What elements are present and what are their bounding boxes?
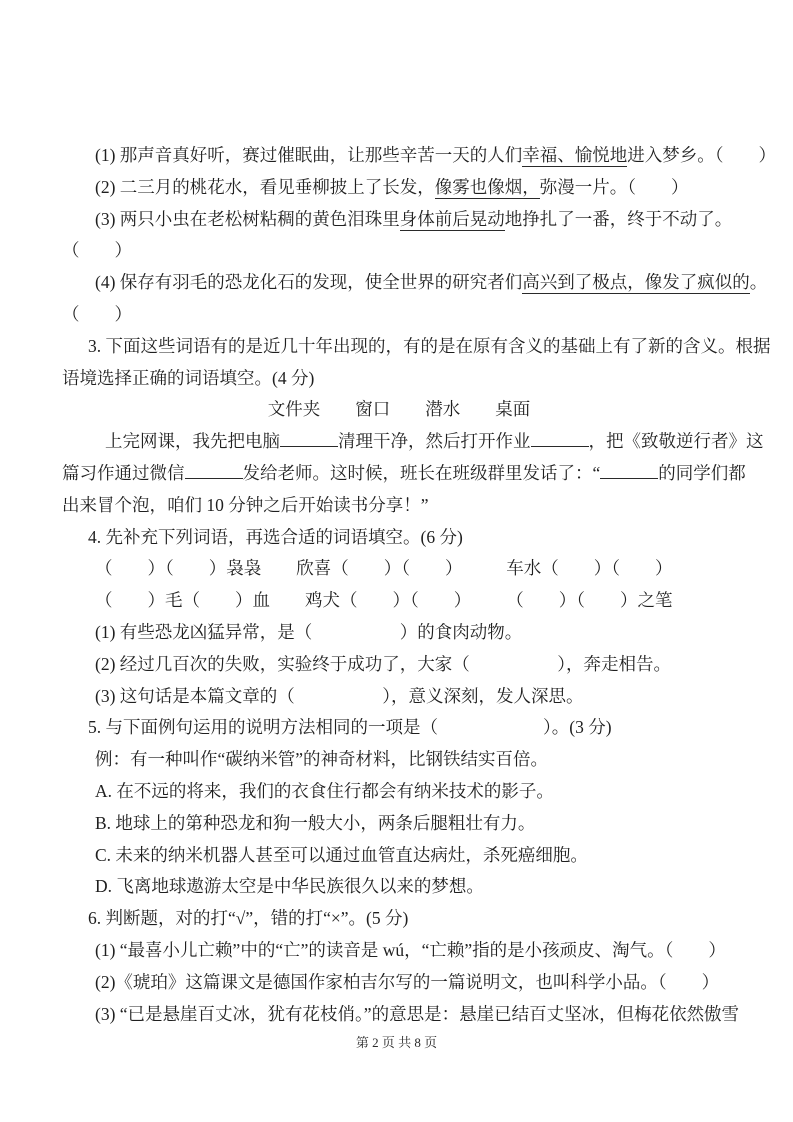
underlined-text: 身体前后晃动 [399, 208, 505, 229]
text-segment: 清理干净，然后打开作业 [338, 431, 531, 452]
text-segment: 的同学们都 [658, 462, 746, 483]
text-segment: 弥漫一片。（ ） [539, 176, 689, 197]
text-segment: A. 在不远的将来，我们的衣食住行都会有纳米技术的影子。 [95, 780, 554, 801]
q2-item-1 [62, 140, 777, 172]
text-segment: (1) 有些恐龙凶猛异常，是（ ）的食肉动物。 [95, 621, 523, 642]
q2-item-4-answer-brackets [62, 299, 736, 331]
q4-idiom-row-2 [62, 585, 736, 617]
text-segment: (2)《琥珀》这篇课文是德国作家柏吉尔写的一篇说明文，也叫科学小品。（ ） [95, 971, 720, 992]
text-segment: 例：有一种叫作“碳纳米管”的神奇材料，比钢铁结实百倍。 [95, 749, 549, 770]
q6-item-2 [62, 967, 736, 999]
text-segment: (3) “已是悬崖百丈冰，犹有花枝俏。”的意思是：悬崖已结百丈坚冰，但梅花依然傲雪 [95, 1003, 740, 1024]
q4-stem [62, 522, 736, 554]
text-segment: (1) “最喜小儿亡赖”中的“亡”的读音是 wú，“亡赖”指的是小孩顽皮、淘气。（ ） [95, 939, 726, 960]
fill-in-blank [531, 428, 589, 447]
text-segment: 地挣扎了一番，终于不动了。 [504, 208, 733, 229]
q3-passage-line-3 [62, 490, 736, 522]
q5-example [62, 744, 736, 776]
text-segment: D. 飞离地球遨游太空是中华民族很久以来的梦想。 [95, 876, 484, 897]
underlined-text: 高兴到了极点，像发了疯似的 [522, 272, 750, 293]
text-segment: (2) 经过几百次的失败，实验终于成功了，大家（ ），奔走相告。 [95, 653, 672, 674]
text-segment: B. 地球上的第种恐龙和狗一般大小，两条后腿粗壮有力。 [95, 812, 536, 833]
text-segment: 上完网课，我先把电脑 [105, 431, 280, 452]
text-segment: (2) 二三月的桃花水，看见垂柳披上了长发， [95, 176, 435, 197]
q6-item-3 [62, 999, 740, 1031]
text-segment: C. 未来的纳米机器人甚至可以通过血管直达病灶，杀死癌细胞。 [95, 844, 588, 865]
text-segment: （ ）毛（ ）血 鸡犬（ ）（ ） （ ）（ ）之笔 [95, 590, 673, 611]
text-segment: 篇习作通过微信 [62, 462, 185, 483]
text-segment: 出来冒个泡，咱们 10 分钟之后开始读书分享！” [62, 494, 429, 515]
q2-item-2 [62, 172, 736, 204]
q3-stem-line-1 [62, 331, 771, 363]
q2-item-3-answer-brackets [62, 235, 736, 267]
fill-in-blank [280, 428, 338, 447]
text-segment: （ ） [62, 240, 132, 261]
text-segment: (3) 这句话是本篇文章的（ ），意义深刻，发人深思。 [95, 685, 584, 706]
q3-word-bank [62, 394, 736, 426]
text-segment: 4. 先补充下列词语，再选合适的词语填空。(6 分) [88, 526, 463, 547]
q4-item-1 [62, 617, 736, 649]
text-segment: 5. 与下面例句运用的说明方法相同的一项是（ ）。(3 分) [88, 717, 612, 738]
q5-stem [62, 712, 736, 744]
fill-in-blank [600, 460, 658, 479]
underlined-text: 像雾也像烟， [434, 176, 540, 197]
page-footer: 第 2 页 共 8 页 [355, 1035, 438, 1050]
text-segment: （ ）（ ）袅袅 欣喜（ ）（ ） 车水（ ）（ ） [95, 558, 673, 579]
text-segment: 进入梦乡。（ ） [627, 145, 777, 165]
q5-option-d [62, 871, 736, 903]
q6-stem [62, 903, 736, 935]
text-segment: 语境选择正确的词语填空。(4 分) [62, 367, 315, 388]
q4-item-2 [62, 649, 736, 681]
text-segment: ，把《致敬逆行者》这 [588, 431, 764, 452]
q4-idiom-row-1 [62, 553, 736, 585]
text-segment: (1) 那声音真好听，赛过催眠曲，让那些辛苦一天的人们 [95, 145, 523, 165]
text-segment: 。 [749, 272, 768, 293]
text-segment: 6. 判断题，对的打“√”，错的打“×”。(5 分) [88, 908, 409, 929]
q3-stem-line-2 [62, 363, 736, 395]
text-segment: 发给老师。这时候，班长在班级群里发话了：“ [242, 462, 601, 483]
q3-passage-line-2 [62, 458, 746, 490]
q2-item-3 [62, 204, 736, 236]
text-segment: (4) 保存有羽毛的恐龙化石的发现，使全世界的研究者们 [95, 272, 523, 293]
text-segment: 文件夹 窗口 潜水 桌面 [267, 399, 531, 420]
exam-content [62, 140, 777, 1030]
q2-item-4 [62, 267, 768, 299]
text-segment: (3) 两只小虫在老松树粘稠的黄色泪珠里 [95, 208, 400, 229]
q5-option-b [62, 808, 736, 840]
q4-item-3 [62, 681, 736, 713]
text-segment: 3. 下面这些词语有的是近几十年出现的，有的是在原有含义的基础上有了新的含义。根据 [88, 335, 771, 356]
underlined-text: 幸福、愉悦地 [522, 145, 628, 165]
q5-option-c [62, 840, 736, 872]
q5-option-a [62, 776, 736, 808]
q6-item-1 [62, 935, 736, 967]
fill-in-blank [185, 460, 243, 479]
q3-passage-line-1 [62, 426, 764, 458]
text-segment: （ ） [62, 303, 132, 324]
